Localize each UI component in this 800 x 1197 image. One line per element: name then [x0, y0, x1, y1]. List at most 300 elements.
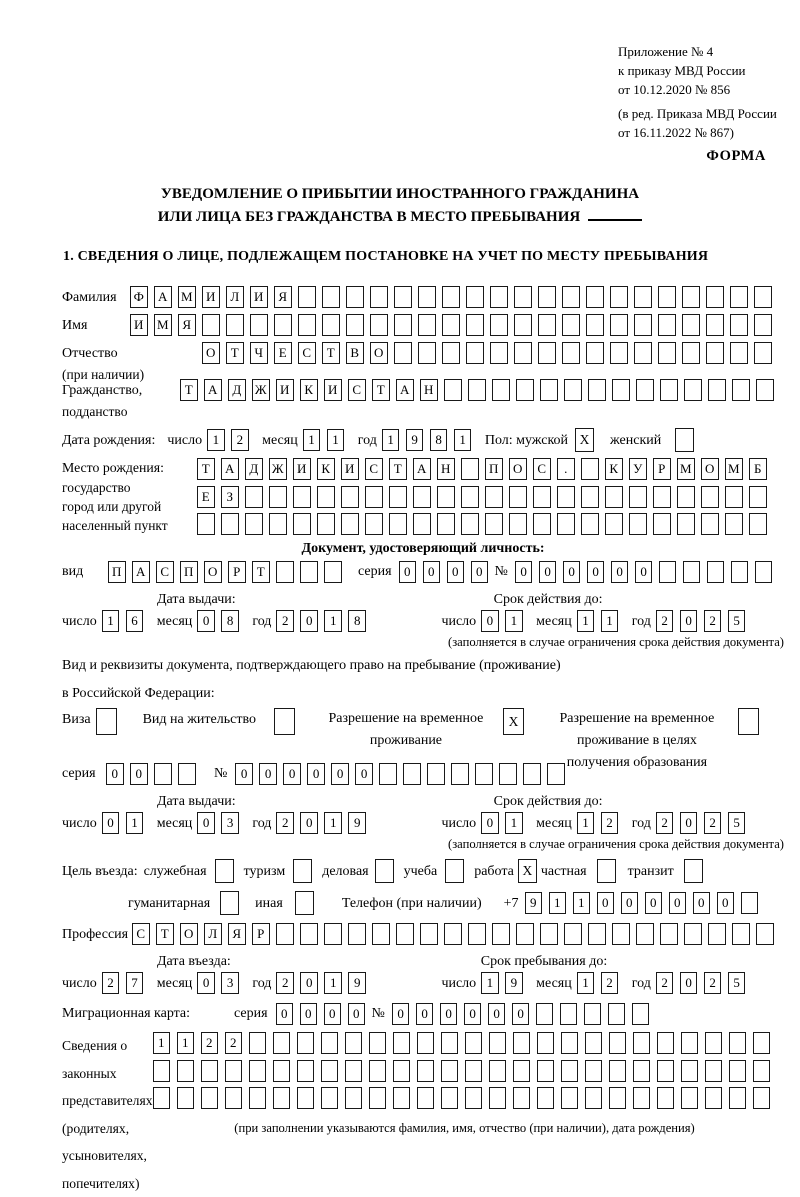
form-cell[interactable] [403, 763, 421, 785]
form-cell[interactable] [706, 286, 724, 308]
form-cell[interactable]: Д [228, 379, 246, 401]
form-cell[interactable]: 1 [177, 1032, 195, 1054]
form-cell[interactable] [513, 1087, 531, 1109]
form-cell[interactable]: . [557, 458, 575, 480]
form-cell[interactable] [437, 513, 455, 535]
form-cell[interactable]: 0 [488, 1003, 506, 1025]
form-cell[interactable] [659, 561, 677, 583]
form-cell[interactable]: 0 [447, 561, 465, 583]
form-cell[interactable]: 7 [126, 972, 144, 994]
form-cell[interactable]: 0 [563, 561, 581, 583]
form-cell[interactable]: 5 [728, 812, 746, 834]
form-cell[interactable] [653, 486, 671, 508]
form-cell[interactable] [636, 379, 654, 401]
form-cell[interactable]: А [154, 286, 172, 308]
form-cell[interactable]: 1 [126, 812, 144, 834]
form-cell[interactable]: 0 [283, 763, 301, 785]
form-cell[interactable] [369, 1060, 387, 1082]
form-cell[interactable]: 0 [717, 892, 735, 914]
form-cell[interactable] [468, 923, 486, 945]
form-cell[interactable] [225, 1087, 243, 1109]
form-cell[interactable] [540, 379, 558, 401]
form-cell[interactable]: 2 [201, 1032, 219, 1054]
form-cell[interactable] [245, 513, 263, 535]
form-cell[interactable]: И [341, 458, 359, 480]
form-cell[interactable] [273, 1032, 291, 1054]
form-cell[interactable] [537, 1087, 555, 1109]
form-cell[interactable] [586, 286, 604, 308]
form-cell[interactable]: Т [322, 342, 340, 364]
form-cell[interactable] [442, 286, 460, 308]
form-cell[interactable] [657, 1060, 675, 1082]
form-cell[interactable]: 0 [515, 561, 533, 583]
form-cell[interactable] [516, 923, 534, 945]
form-cell[interactable] [348, 923, 366, 945]
form-cell[interactable] [413, 486, 431, 508]
form-cell[interactable] [249, 1032, 267, 1054]
visa-checkbox[interactable] [96, 708, 117, 735]
form-cell[interactable] [753, 1032, 771, 1054]
form-cell[interactable] [729, 1032, 747, 1054]
form-cell[interactable]: 0 [471, 561, 489, 583]
form-cell[interactable]: 0 [324, 1003, 342, 1025]
form-cell[interactable]: М [178, 286, 196, 308]
form-cell[interactable] [269, 486, 287, 508]
form-cell[interactable]: 1 [327, 429, 345, 451]
form-cell[interactable] [322, 286, 340, 308]
temporary-residence-checkbox[interactable]: X [503, 708, 524, 735]
form-cell[interactable] [588, 923, 606, 945]
form-cell[interactable] [633, 1060, 651, 1082]
form-cell[interactable]: 0 [197, 812, 215, 834]
form-cell[interactable]: 2 [656, 972, 674, 994]
form-cell[interactable] [389, 513, 407, 535]
form-cell[interactable] [537, 1060, 555, 1082]
form-cell[interactable]: С [348, 379, 366, 401]
form-cell[interactable] [499, 763, 517, 785]
form-cell[interactable] [413, 513, 431, 535]
form-cell[interactable] [682, 314, 700, 336]
form-cell[interactable] [564, 923, 582, 945]
form-cell[interactable]: А [221, 458, 239, 480]
form-cell[interactable]: Т [197, 458, 215, 480]
form-cell[interactable]: 1 [481, 972, 499, 994]
form-cell[interactable]: 9 [348, 812, 366, 834]
form-cell[interactable] [201, 1060, 219, 1082]
form-cell[interactable]: 0 [259, 763, 277, 785]
form-cell[interactable] [629, 513, 647, 535]
form-cell[interactable] [153, 1087, 171, 1109]
form-cell[interactable] [300, 923, 318, 945]
form-cell[interactable]: 2 [704, 610, 722, 632]
form-cell[interactable] [562, 286, 580, 308]
form-cell[interactable] [509, 486, 527, 508]
form-cell[interactable] [540, 923, 558, 945]
form-cell[interactable] [369, 1032, 387, 1054]
form-cell[interactable] [276, 561, 294, 583]
form-cell[interactable]: Б [749, 458, 767, 480]
form-cell[interactable] [178, 763, 196, 785]
form-cell[interactable]: 0 [464, 1003, 482, 1025]
form-cell[interactable]: 0 [276, 1003, 294, 1025]
form-cell[interactable]: Т [389, 458, 407, 480]
form-cell[interactable] [564, 379, 582, 401]
form-cell[interactable] [321, 1032, 339, 1054]
form-cell[interactable]: 0 [197, 610, 215, 632]
form-cell[interactable] [465, 1060, 483, 1082]
form-cell[interactable] [442, 314, 460, 336]
form-cell[interactable]: Т [180, 379, 198, 401]
form-cell[interactable]: 0 [539, 561, 557, 583]
form-cell[interactable]: 1 [573, 892, 591, 914]
form-cell[interactable]: Р [252, 923, 270, 945]
form-cell[interactable] [585, 1087, 603, 1109]
form-cell[interactable]: 2 [102, 972, 120, 994]
form-cell[interactable] [298, 286, 316, 308]
form-cell[interactable]: 9 [348, 972, 366, 994]
form-cell[interactable] [732, 379, 750, 401]
form-cell[interactable]: 1 [324, 610, 342, 632]
form-cell[interactable]: 1 [324, 812, 342, 834]
form-cell[interactable] [533, 486, 551, 508]
form-cell[interactable] [701, 513, 719, 535]
form-cell[interactable] [682, 342, 700, 364]
form-cell[interactable] [705, 1087, 723, 1109]
form-cell[interactable] [441, 1087, 459, 1109]
form-cell[interactable] [442, 342, 460, 364]
form-cell[interactable]: А [396, 379, 414, 401]
form-cell[interactable]: Р [228, 561, 246, 583]
form-cell[interactable]: 9 [406, 429, 424, 451]
form-cell[interactable]: 5 [728, 610, 746, 632]
form-cell[interactable] [657, 1032, 675, 1054]
form-cell[interactable] [276, 923, 294, 945]
form-cell[interactable] [537, 1032, 555, 1054]
form-cell[interactable]: 0 [307, 763, 325, 785]
form-cell[interactable] [297, 1087, 315, 1109]
form-cell[interactable]: 2 [656, 812, 674, 834]
female-checkbox[interactable] [675, 428, 694, 452]
form-cell[interactable]: Т [226, 342, 244, 364]
form-cell[interactable] [418, 286, 436, 308]
form-cell[interactable]: 0 [680, 610, 698, 632]
form-cell[interactable] [514, 286, 532, 308]
form-cell[interactable] [514, 314, 532, 336]
form-cell[interactable] [660, 379, 678, 401]
form-cell[interactable]: П [180, 561, 198, 583]
purpose-work-checkbox[interactable]: X [518, 859, 537, 883]
form-cell[interactable]: 1 [454, 429, 472, 451]
form-cell[interactable]: И [250, 286, 268, 308]
form-cell[interactable]: 0 [355, 763, 373, 785]
form-cell[interactable]: Н [437, 458, 455, 480]
form-cell[interactable]: Ж [252, 379, 270, 401]
form-cell[interactable] [245, 486, 263, 508]
purpose-humanitarian-checkbox[interactable] [220, 891, 239, 915]
form-cell[interactable] [684, 923, 702, 945]
form-cell[interactable] [298, 314, 316, 336]
form-cell[interactable]: 0 [300, 972, 318, 994]
form-cell[interactable]: 0 [645, 892, 663, 914]
form-cell[interactable]: О [370, 342, 388, 364]
form-cell[interactable] [609, 1060, 627, 1082]
form-cell[interactable] [732, 923, 750, 945]
form-cell[interactable]: 1 [153, 1032, 171, 1054]
form-cell[interactable] [633, 1087, 651, 1109]
form-cell[interactable] [393, 1087, 411, 1109]
form-cell[interactable] [221, 513, 239, 535]
form-cell[interactable] [485, 486, 503, 508]
form-cell[interactable]: 2 [276, 610, 294, 632]
form-cell[interactable]: П [108, 561, 126, 583]
form-cell[interactable]: Ф [130, 286, 148, 308]
form-cell[interactable]: 8 [221, 610, 239, 632]
form-cell[interactable] [417, 1032, 435, 1054]
purpose-transit-checkbox[interactable] [684, 859, 703, 883]
form-cell[interactable] [274, 314, 292, 336]
form-cell[interactable]: 0 [300, 1003, 318, 1025]
form-cell[interactable]: 2 [704, 972, 722, 994]
purpose-other-checkbox[interactable] [295, 891, 314, 915]
form-cell[interactable]: 2 [231, 429, 249, 451]
form-cell[interactable]: 0 [300, 610, 318, 632]
form-cell[interactable] [346, 286, 364, 308]
form-cell[interactable]: Т [252, 561, 270, 583]
form-cell[interactable] [317, 513, 335, 535]
form-cell[interactable]: У [629, 458, 647, 480]
form-cell[interactable] [730, 314, 748, 336]
form-cell[interactable] [250, 314, 268, 336]
form-cell[interactable] [730, 286, 748, 308]
form-cell[interactable]: 2 [656, 610, 674, 632]
form-cell[interactable]: С [298, 342, 316, 364]
form-cell[interactable]: 0 [669, 892, 687, 914]
form-cell[interactable] [441, 1060, 459, 1082]
form-cell[interactable] [657, 1087, 675, 1109]
purpose-official-checkbox[interactable] [215, 859, 234, 883]
form-cell[interactable] [273, 1060, 291, 1082]
form-cell[interactable]: И [324, 379, 342, 401]
form-cell[interactable] [701, 486, 719, 508]
form-cell[interactable] [634, 314, 652, 336]
form-cell[interactable]: О [204, 561, 222, 583]
form-cell[interactable] [417, 1060, 435, 1082]
form-cell[interactable] [321, 1087, 339, 1109]
form-cell[interactable] [729, 1060, 747, 1082]
form-cell[interactable]: А [132, 561, 150, 583]
form-cell[interactable] [585, 1060, 603, 1082]
form-cell[interactable]: 0 [481, 812, 499, 834]
form-cell[interactable] [444, 923, 462, 945]
form-cell[interactable] [177, 1087, 195, 1109]
form-cell[interactable]: З [221, 486, 239, 508]
form-cell[interactable] [557, 513, 575, 535]
form-cell[interactable] [629, 486, 647, 508]
form-cell[interactable] [485, 513, 503, 535]
form-cell[interactable] [538, 342, 556, 364]
form-cell[interactable] [468, 379, 486, 401]
form-cell[interactable] [369, 1087, 387, 1109]
form-cell[interactable] [341, 513, 359, 535]
form-cell[interactable]: 8 [430, 429, 448, 451]
form-cell[interactable]: 0 [481, 610, 499, 632]
form-cell[interactable] [300, 561, 318, 583]
form-cell[interactable] [725, 486, 743, 508]
form-cell[interactable] [581, 458, 599, 480]
form-cell[interactable] [754, 342, 772, 364]
form-cell[interactable]: 1 [303, 429, 321, 451]
form-cell[interactable] [749, 513, 767, 535]
form-cell[interactable] [754, 286, 772, 308]
form-cell[interactable] [584, 1003, 602, 1025]
form-cell[interactable] [297, 1060, 315, 1082]
form-cell[interactable] [658, 314, 676, 336]
form-cell[interactable]: 3 [221, 812, 239, 834]
form-cell[interactable] [610, 314, 628, 336]
form-cell[interactable] [393, 1060, 411, 1082]
form-cell[interactable]: 1 [324, 972, 342, 994]
form-cell[interactable] [707, 561, 725, 583]
form-cell[interactable]: 2 [276, 972, 294, 994]
form-cell[interactable] [466, 342, 484, 364]
purpose-private-checkbox[interactable] [597, 859, 616, 883]
form-cell[interactable] [466, 286, 484, 308]
form-cell[interactable]: О [202, 342, 220, 364]
form-cell[interactable] [706, 342, 724, 364]
form-cell[interactable]: 0 [416, 1003, 434, 1025]
form-cell[interactable] [634, 342, 652, 364]
form-cell[interactable] [317, 486, 335, 508]
form-cell[interactable]: С [132, 923, 150, 945]
form-cell[interactable] [226, 314, 244, 336]
form-cell[interactable] [547, 763, 565, 785]
form-cell[interactable] [321, 1060, 339, 1082]
form-cell[interactable]: 2 [601, 812, 619, 834]
form-cell[interactable] [605, 513, 623, 535]
form-cell[interactable] [660, 923, 678, 945]
form-cell[interactable]: 0 [621, 892, 639, 914]
form-cell[interactable] [396, 923, 414, 945]
form-cell[interactable] [725, 513, 743, 535]
form-cell[interactable] [389, 486, 407, 508]
purpose-tourism-checkbox[interactable] [293, 859, 312, 883]
form-cell[interactable] [731, 561, 749, 583]
form-cell[interactable] [536, 1003, 554, 1025]
form-cell[interactable] [437, 486, 455, 508]
form-cell[interactable]: К [317, 458, 335, 480]
form-cell[interactable] [681, 1087, 699, 1109]
form-cell[interactable]: А [204, 379, 222, 401]
form-cell[interactable]: 0 [611, 561, 629, 583]
form-cell[interactable]: 0 [680, 972, 698, 994]
form-cell[interactable] [681, 1060, 699, 1082]
form-cell[interactable]: 1 [577, 972, 595, 994]
form-cell[interactable]: 1 [505, 610, 523, 632]
form-cell[interactable] [753, 1060, 771, 1082]
form-cell[interactable] [393, 1032, 411, 1054]
form-cell[interactable]: 2 [601, 972, 619, 994]
form-cell[interactable] [492, 379, 510, 401]
form-cell[interactable]: 0 [440, 1003, 458, 1025]
form-cell[interactable] [365, 486, 383, 508]
form-cell[interactable]: Р [653, 458, 671, 480]
form-cell[interactable]: 8 [348, 610, 366, 632]
form-cell[interactable] [610, 342, 628, 364]
form-cell[interactable] [324, 923, 342, 945]
form-cell[interactable] [523, 763, 541, 785]
purpose-business-checkbox[interactable] [375, 859, 394, 883]
form-cell[interactable] [632, 1003, 650, 1025]
form-cell[interactable] [634, 286, 652, 308]
form-cell[interactable] [610, 286, 628, 308]
form-cell[interactable] [465, 1087, 483, 1109]
form-cell[interactable]: Я [178, 314, 196, 336]
temporary-residence-education-checkbox[interactable] [738, 708, 759, 735]
form-cell[interactable] [202, 314, 220, 336]
form-cell[interactable] [490, 314, 508, 336]
form-cell[interactable] [705, 1060, 723, 1082]
form-cell[interactable] [197, 513, 215, 535]
form-cell[interactable] [708, 379, 726, 401]
form-cell[interactable]: 0 [106, 763, 124, 785]
form-cell[interactable]: С [156, 561, 174, 583]
form-cell[interactable] [708, 923, 726, 945]
form-cell[interactable] [658, 286, 676, 308]
form-cell[interactable] [441, 1032, 459, 1054]
form-cell[interactable]: К [300, 379, 318, 401]
form-cell[interactable]: А [413, 458, 431, 480]
form-cell[interactable] [297, 1032, 315, 1054]
form-cell[interactable] [636, 923, 654, 945]
form-cell[interactable]: 0 [235, 763, 253, 785]
form-cell[interactable] [345, 1087, 363, 1109]
form-cell[interactable] [513, 1060, 531, 1082]
form-cell[interactable]: 2 [704, 812, 722, 834]
form-cell[interactable]: 2 [225, 1032, 243, 1054]
form-cell[interactable] [372, 923, 390, 945]
form-cell[interactable] [756, 923, 774, 945]
form-cell[interactable] [225, 1060, 243, 1082]
form-cell[interactable]: 1 [505, 812, 523, 834]
form-cell[interactable]: И [293, 458, 311, 480]
form-cell[interactable]: 0 [680, 812, 698, 834]
form-cell[interactable] [581, 513, 599, 535]
form-cell[interactable] [324, 561, 342, 583]
form-cell[interactable] [461, 458, 479, 480]
form-cell[interactable]: 1 [382, 429, 400, 451]
form-cell[interactable]: 1 [207, 429, 225, 451]
form-cell[interactable] [560, 1003, 578, 1025]
form-cell[interactable]: И [276, 379, 294, 401]
form-cell[interactable] [658, 342, 676, 364]
form-cell[interactable] [677, 513, 695, 535]
form-cell[interactable] [370, 286, 388, 308]
form-cell[interactable] [706, 314, 724, 336]
form-cell[interactable]: 0 [587, 561, 605, 583]
form-cell[interactable] [749, 486, 767, 508]
form-cell[interactable]: 0 [597, 892, 615, 914]
form-cell[interactable]: 0 [331, 763, 349, 785]
form-cell[interactable] [444, 379, 462, 401]
form-cell[interactable] [730, 342, 748, 364]
form-cell[interactable] [586, 342, 604, 364]
form-cell[interactable] [492, 923, 510, 945]
residence-permit-checkbox[interactable] [274, 708, 295, 735]
form-cell[interactable]: М [154, 314, 172, 336]
form-cell[interactable] [754, 314, 772, 336]
form-cell[interactable]: 3 [221, 972, 239, 994]
form-cell[interactable]: 0 [635, 561, 653, 583]
